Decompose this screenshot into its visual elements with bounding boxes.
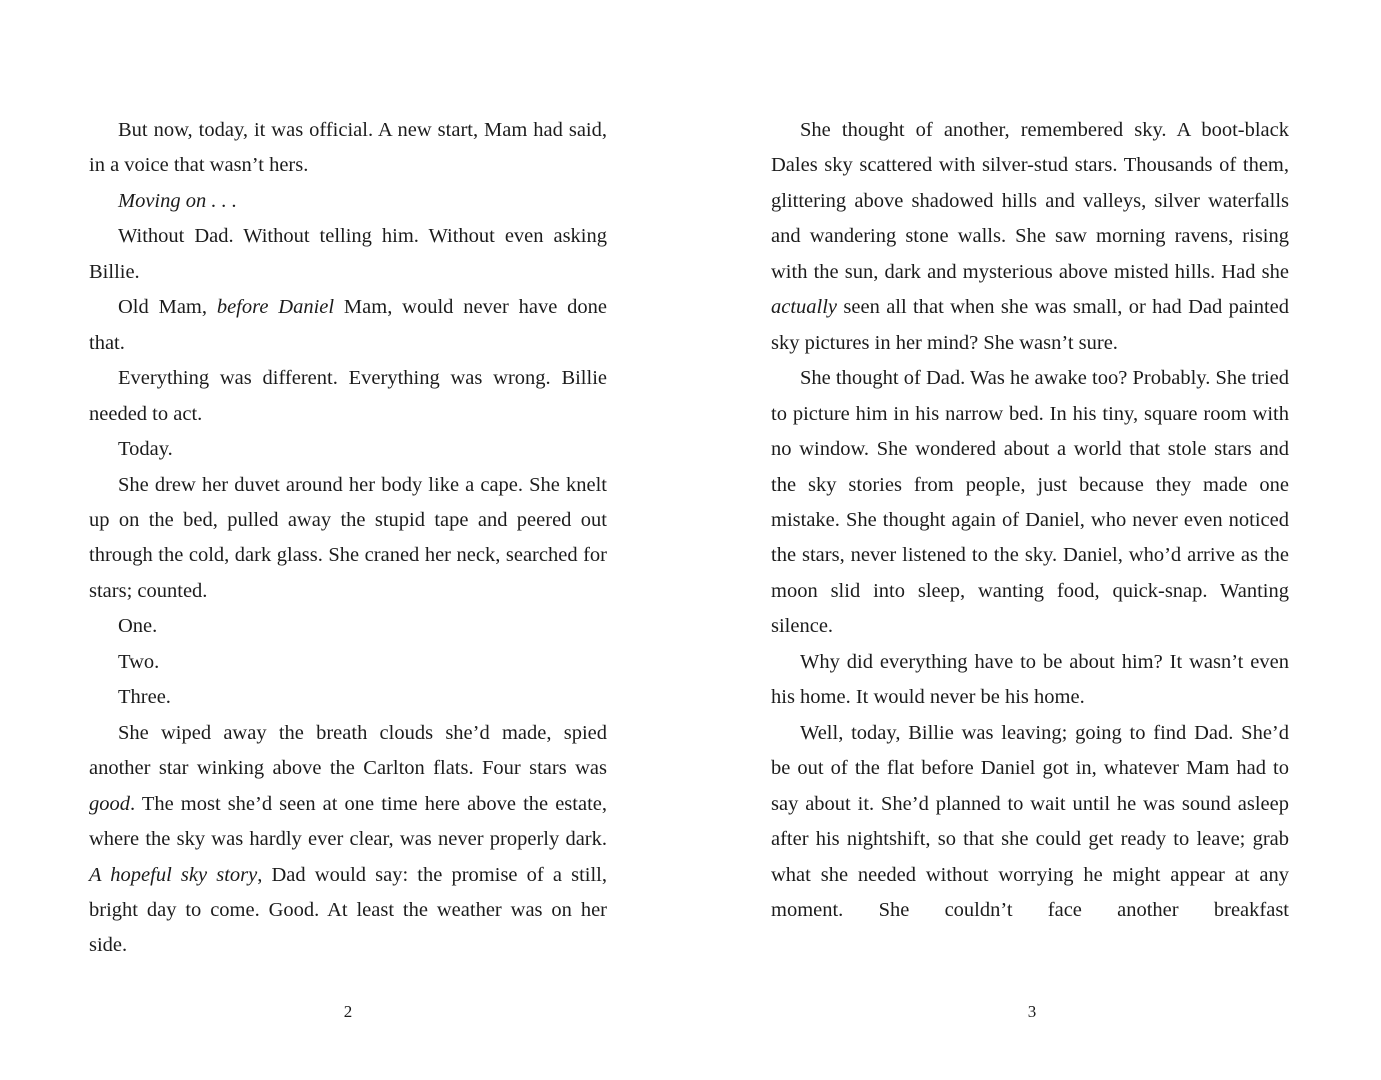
italic-text: good	[89, 792, 130, 815]
paragraph	[89, 716, 607, 964]
paragraph	[89, 645, 607, 680]
paragraph	[89, 219, 607, 290]
paragraph-text: Everything was different. Everything was wrong. Billie needed to act.	[89, 367, 607, 425]
paragraph	[771, 361, 1289, 645]
left-page-text	[89, 113, 607, 964]
paragraph-text: Why did everything have to be about him? It wasn’t even his home. It would never be his home.	[771, 650, 1289, 709]
italic-text: A hopeful sky story	[89, 863, 258, 886]
paragraph-text: Well, today, Billie was leaving; going to find Dad. She’d be out of the flat before Daniel got in, whatever Mam had to say about it. She’d planned to wait until he was sound asleep after his nightshift, so that she could get ready to leave; grab what she needed without worrying he might appear at any moment. She couldn’t face another breakfast	[771, 721, 1289, 921]
paragraph-text: seen all that when she was small, or had Dad painted sky pictures in her mind? She wasn’t sure.	[771, 296, 1289, 354]
paragraph-text: Mam, would never have done that.	[89, 296, 607, 354]
paragraph	[89, 113, 607, 184]
paragraph	[89, 468, 607, 610]
italic-text: Moving on . . .	[118, 189, 237, 212]
paragraph-text: But now, today, it was official. A new start, Mam had said, in a voice that wasn’t hers.	[89, 119, 607, 177]
paragraph	[89, 432, 607, 467]
paragraph-text: She thought of another, remembered sky. A boot-black Dales sky scattered with silver-stud stars. Thousands of them, glittering above shadowed hills and valleys, silver waterfalls and wandering stone walls. She saw morning ravens, rising with the sun, dark and mysterious above misted hills. Had she	[771, 119, 1289, 283]
paragraph	[89, 184, 607, 219]
paragraph-text: She drew her duvet around her body like a cape. She knelt up on the bed, pulled away the stupid tape and peered out through the cold, dark glass. She craned her neck, searched for stars; counted.	[89, 473, 607, 602]
page-number-left: 2	[343, 1002, 353, 1021]
paragraph-text: Today.	[118, 438, 173, 461]
page-number-right: 3	[1027, 1002, 1037, 1021]
paragraph	[89, 680, 607, 715]
right-page-text	[771, 113, 1289, 928]
paragraph	[89, 290, 607, 361]
italic-text: actually	[771, 296, 838, 319]
paragraph-text: Two.	[118, 650, 160, 673]
paragraph-text: She thought of Dad. Was he awake too? Probably. She tried to picture him in his narrow bed. In his tiny, square room with no window. She wondered about a world that stole stars and the sky stories from people, just because they made one mistake. She thought again of Daniel, who never even noticed the stars, never listened to the sky. Daniel, who’d arrive as the moon slid into sleep, wanting food, quick-snap. Wanting silence.	[771, 367, 1289, 638]
paragraph	[771, 716, 1289, 929]
paragraph-text: Without Dad. Without telling him. Without even asking Billie.	[89, 225, 607, 283]
paragraph	[89, 609, 607, 644]
paragraph-text: Three.	[118, 686, 171, 709]
paragraph	[771, 645, 1289, 716]
paragraph-text: Old Mam,	[118, 296, 217, 319]
paragraph	[89, 361, 607, 432]
paragraph-text: She wiped away the breath clouds she’d made, spied another star winking above the Carlton flats. Four stars was	[89, 721, 607, 780]
paragraph-text: , Dad would say: the promise of a still, bright day to come. Good. At least the weather was on her side.	[89, 863, 607, 957]
italic-text: before Daniel	[216, 296, 335, 319]
paragraph-text: . The most she’d seen at one time here above the estate, where the sky was hardly ever clear, was never properly dark.	[89, 792, 607, 851]
paragraph-text: One.	[118, 615, 158, 638]
paragraph	[771, 113, 1289, 361]
